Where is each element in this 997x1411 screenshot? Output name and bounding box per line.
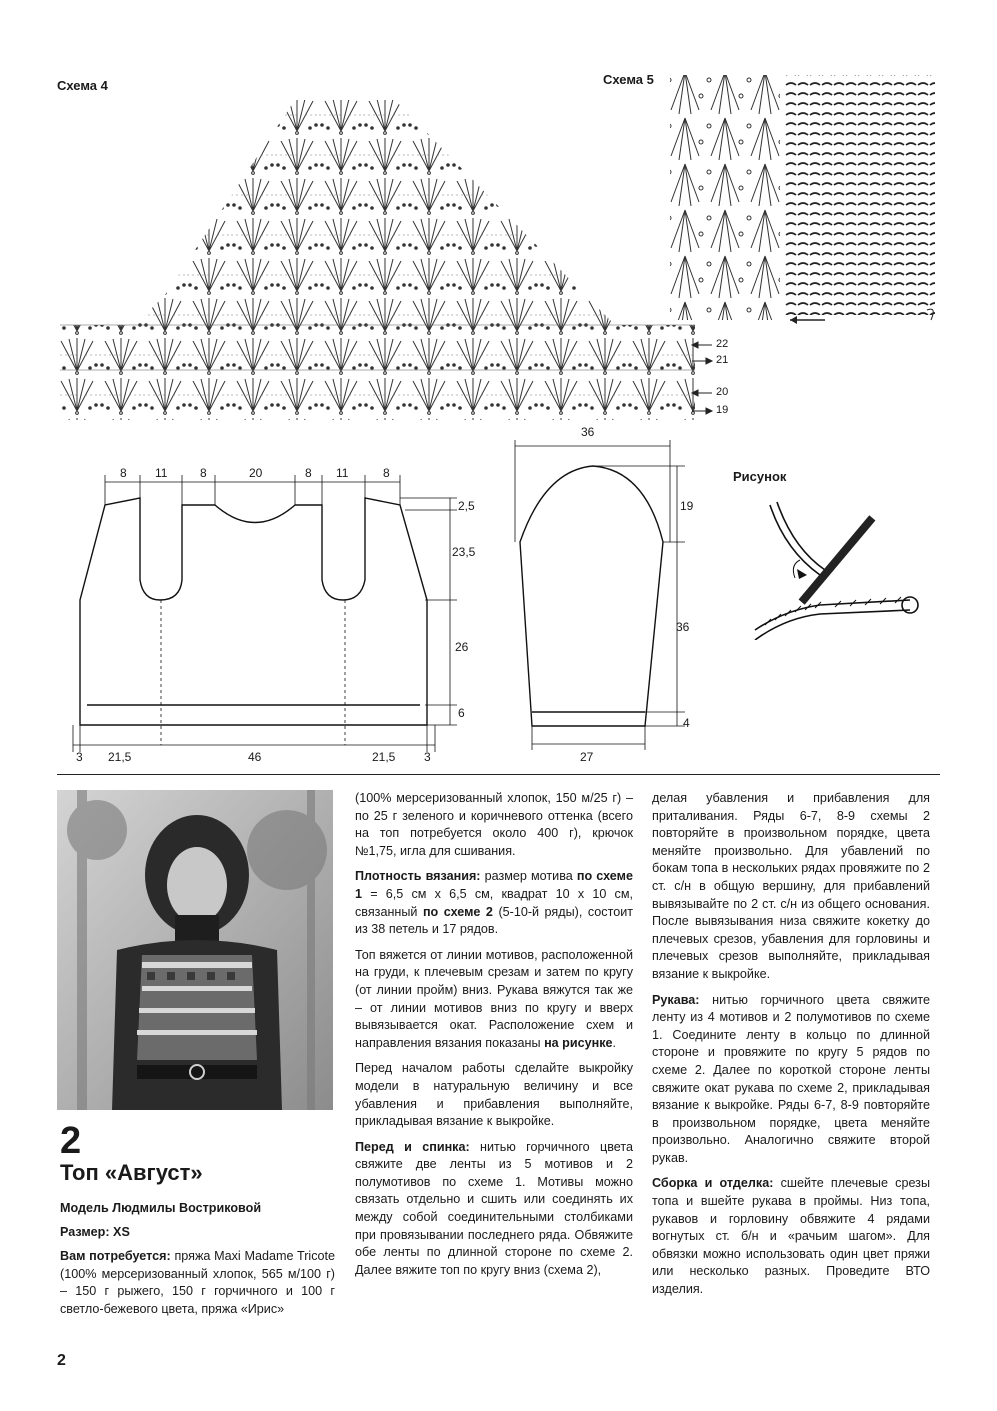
scheme4-caption: Схема 4 — [57, 78, 108, 93]
section-divider — [57, 774, 940, 775]
materials-paragraph — [60, 1248, 335, 1318]
scheme5-caption: Схема 5 — [603, 72, 654, 87]
materials-label: Вам потребуется: — [60, 1249, 171, 1263]
body-dim-top-1: 8 — [120, 466, 127, 480]
page-number: 2 — [57, 1352, 66, 1369]
text-column-3 — [652, 790, 930, 1307]
model-photo — [57, 790, 333, 1110]
sleeves-paragraph: Рукава: нитью горчичного цвета свяжите ленту из 4 мотивов и 2 полумотивов по схеме 1. Соедините ленту в кольцо по длинной стороне и провяжите по кругу 5 рядов по схеме 2. Далее по короткой стороне ленты свяжите окат рукава по схеме 2, прикладывая вязание к выкройке. Ряды 6-7, 8-9 повторяйте в произвольном порядке, цвета меняйте произвольно. Аналогично свяжите второй рукав. — [652, 992, 931, 1165]
body-dim-top-6: 11 — [336, 466, 349, 480]
materials-text: пряжа Maxi Madame Tricote (100% мерсеризованный хлопок, 565 м/100 г) – 150 г рыжего, 150 г горчичного и 100 г светло-бежевого цвета, пряжа «Ирис» — [60, 1249, 335, 1316]
scheme4-chart — [55, 95, 700, 425]
body-dim-top-4: 20 — [249, 466, 263, 480]
body-dim-bottom-5: 3 — [424, 750, 431, 764]
body-dim-right-3: 26 — [455, 640, 469, 654]
front-back-paragraph: Перед и спинка: нитью горчичного цвета свяжите две ленты из 5 мотивов и 2 полумотивов по схеме 1. Мотивы можно связать отдельно и сшить или соединять их между собой соединительными столбиками при провязывании последнего ряда. Обвяжите обе ленты по длинной стороне по схеме 2. Далее вяжите топ по кругу вниз (схема 2), — [355, 1139, 633, 1277]
body-dim-top-3: 8 — [200, 466, 207, 480]
row-number-20: 20 — [716, 386, 729, 398]
col2-paragraph-4: Перед началом работы сделайте выкройку модели в натуральную величину и все убавления и прибавления выполняйте, прикладывая вязание к выкройке. — [355, 1061, 633, 1129]
body-dim-bottom-4: 21,5 — [372, 750, 396, 764]
row-number-21: 21 — [716, 354, 729, 366]
article-number: 2 — [60, 1120, 82, 1162]
body-pattern — [65, 460, 485, 775]
sleeve-dim-top: 36 — [581, 425, 595, 439]
col3-paragraph-1: делая убавления и прибавления для приталивания. Ряды 6-7, 8-9 схемы 2 повторяйте в произвольном порядке, цвета меняйте произвольно. Для убавлений по бокам топа в нескольких рядах провяжите по 2 ст. с/н в общую вершину, для прибавлений вывязывайте по 2 ст. с/н из общего основания. После вывязывания низа свяжите кокетку до плечевых срезов, убавления для горловины и плечевых срезов выполняйте, прикладывая вязание к выкройке. — [652, 791, 930, 981]
body-dim-top-2: 11 — [155, 466, 168, 480]
model-author: Модель Людмилы Востриковой — [60, 1201, 262, 1215]
body-dim-right-4: 6 — [458, 706, 465, 720]
density-paragraph: Плотность вязания: размер мотива по схеме 1 = 6,5 см х 6,5 см, квадрат 10 х 10 см, связанный по схеме 2 (5-10-й ряды), состоит из 38 петель и 17 рядов. — [355, 869, 634, 937]
body-dim-bottom-2: 21,5 — [108, 750, 132, 764]
row-number-19: 19 — [716, 404, 729, 416]
body-dim-bottom-1: 3 — [76, 750, 83, 764]
size-line — [60, 1224, 335, 1242]
body-dim-top-7: 8 — [383, 466, 390, 480]
figure-caption: Рисунок — [733, 469, 787, 484]
sleeve-dim-right-2: 36 — [676, 620, 690, 634]
sleeve-dim-right-1: 19 — [680, 499, 694, 513]
assembly-paragraph: Сборка и отделка: сшейте плечевые срезы топа и вшейте рукава в проймы. Низ топа, рукавов и горловину обвяжите 4 рядами вогнутых ст. б/н и «рачьим шагом». Для обвязки можно использовать один цвет пряжи или несколько разных. Проведите ВТО изделия. — [652, 1176, 930, 1297]
text-column-2 — [355, 790, 633, 1287]
size-label: Размер: — [60, 1225, 110, 1239]
row-number-markers — [690, 335, 740, 420]
body-dim-top-5: 8 — [305, 466, 312, 480]
col2-paragraph-3: Топ вяжется от линии мотивов, расположенной на груди, к плечевым срезам и затем по кругу (от линии пройм) вниз. Рукава вяжутся так же – от линии мотивов вниз по кругу и вверх вывязывается окат. Расположение схем и направления вязания показаны на рисунке. — [355, 947, 633, 1050]
body-dim-right-1: 2,5 — [458, 499, 475, 513]
sleeve-dim-right-3: 4 — [683, 716, 690, 730]
col2-paragraph-1: (100% мерсеризованный хлопок, 150 м/25 г) – по 25 г зеленого и коричневого оттенка (всего на топ потребуется около 400 г), крючок №1,75, игла для сшивания. — [355, 791, 633, 858]
hook-illustration — [745, 490, 935, 640]
size-value: XS — [113, 1225, 130, 1239]
sleeve-dim-bottom: 27 — [580, 750, 594, 764]
sleeve-pattern — [505, 430, 705, 770]
row-number-22: 22 — [716, 338, 729, 350]
body-dim-right-2: 23,5 — [452, 545, 476, 559]
body-dim-bottom-3: 46 — [248, 750, 262, 764]
scheme5-chart — [665, 70, 940, 330]
article-title: Топ «Август» — [60, 1160, 203, 1185]
